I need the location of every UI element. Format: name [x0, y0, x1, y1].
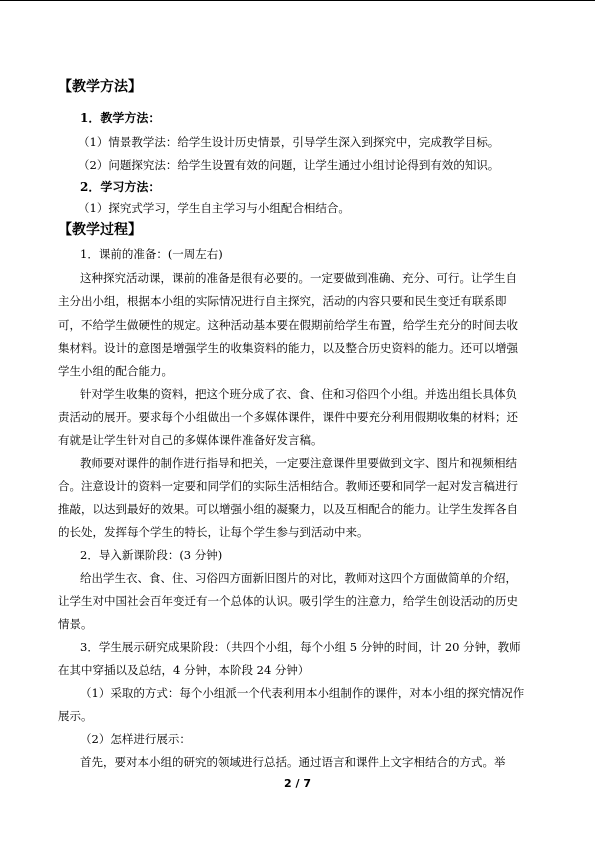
section-title-intro: 2．导入新课阶段：(3 分钟)	[80, 548, 223, 562]
paragraph-line: 情景。	[58, 617, 93, 631]
paragraph-line: 推敲，以达到最好的效果。可以增强小组的凝聚力，以及互相配合的能力。让学生发挥各自	[58, 502, 518, 516]
paragraph-line: 在其中穿插以及总结，4 分钟，本阶段 24 分钟）	[58, 663, 310, 677]
section-title-preparation: 1．课前的准备：(一周左右)	[80, 247, 223, 261]
paragraph-line: 让学生对中国社会百年变迁有一个总体的认识。吸引学生的注意力，给学生创设活动的历史	[58, 594, 518, 608]
learning-methods-title: 2．学习方法：	[80, 180, 161, 194]
paragraph-line: 展示。	[58, 709, 93, 723]
section-title-showcase: 3．学生展示研究成果阶段：（共四个小组，每个小组 5 分钟的时间，计 20 分钟，教师	[80, 640, 521, 654]
paragraph-line: 首先，要对本小组的研究的领域进行总括。通过语言和课件上文字相结合的方式。举	[80, 755, 506, 769]
paragraph-line: 合。注意设计的资料一定要和同学们的实际生活相结合。教师还要和同学一起对发言稿进行	[58, 479, 518, 493]
paragraph-line: 的长处，发挥每个学生的特长，让每个学生参与到活动中来。	[58, 525, 369, 539]
process-heading: 【教学过程】	[58, 222, 142, 238]
methods-heading: 【教学方法】	[58, 79, 142, 95]
paragraph-line: 针对学生收集的资料，把这个班分成了衣、食、住和习俗四个小组。并选出组长具体负	[80, 387, 517, 401]
paragraph-line: 集材料。设计的意图是增强学生的收集资料的能力，以及整合历史资料的能力。还可以增强	[58, 341, 518, 355]
paragraph-line: （2）怎样进行展示：	[80, 732, 191, 746]
paragraph-line: 责活动的展开。要求每个小组做出一个多媒体课件，课件中要充分利用假期收集的材料；还	[58, 410, 518, 424]
paragraph-line: （1）采取的方式：每个小组派一个代表利用本小组制作的课件，对本小组的探究情况作	[80, 686, 525, 700]
teaching-methods-title: 1．教学方法：	[80, 111, 161, 125]
paragraph-line: 给出学生衣、食、住、习俗四方面新旧图片的对比，教师对这四个方面做简单的介绍，	[80, 571, 517, 585]
teaching-method-item: （2）问题探究法：给学生设置有效的问题，让学生通过小组讨论得到有效的知识。	[78, 158, 500, 172]
paragraph-line: 有就是让学生针对自己的多媒体课件准备好发言稿。	[58, 433, 323, 447]
page-number: 2 / 7	[284, 777, 311, 790]
paragraph-line: 学生小组的配合能力。	[58, 364, 173, 378]
paragraph-line: 这种探究活动课，课前的准备是很有必要的。一定要做到准确、充分、可行。让学生自	[80, 271, 517, 285]
paragraph-line: 可，不给学生做硬性的规定。这种活动基本要在假期前给学生布置，给学生充分的时间去收	[58, 318, 518, 332]
paragraph-line: 主分出小组，根据本小组的实际情况进行自主探究，活动的内容只要和民生变迁有联系即	[58, 294, 507, 308]
learning-method-item: （1）探究式学习，学生自主学习与小组配合相结合。	[78, 201, 350, 215]
paragraph-line: 教师要对课件的制作进行指导和把关，一定要注意课件里要做到文字、图片和视频相结	[80, 456, 517, 470]
teaching-method-item: （1）情景教学法：给学生设计历史情景，引导学生深入到探究中，完成教学目标。	[78, 135, 500, 149]
